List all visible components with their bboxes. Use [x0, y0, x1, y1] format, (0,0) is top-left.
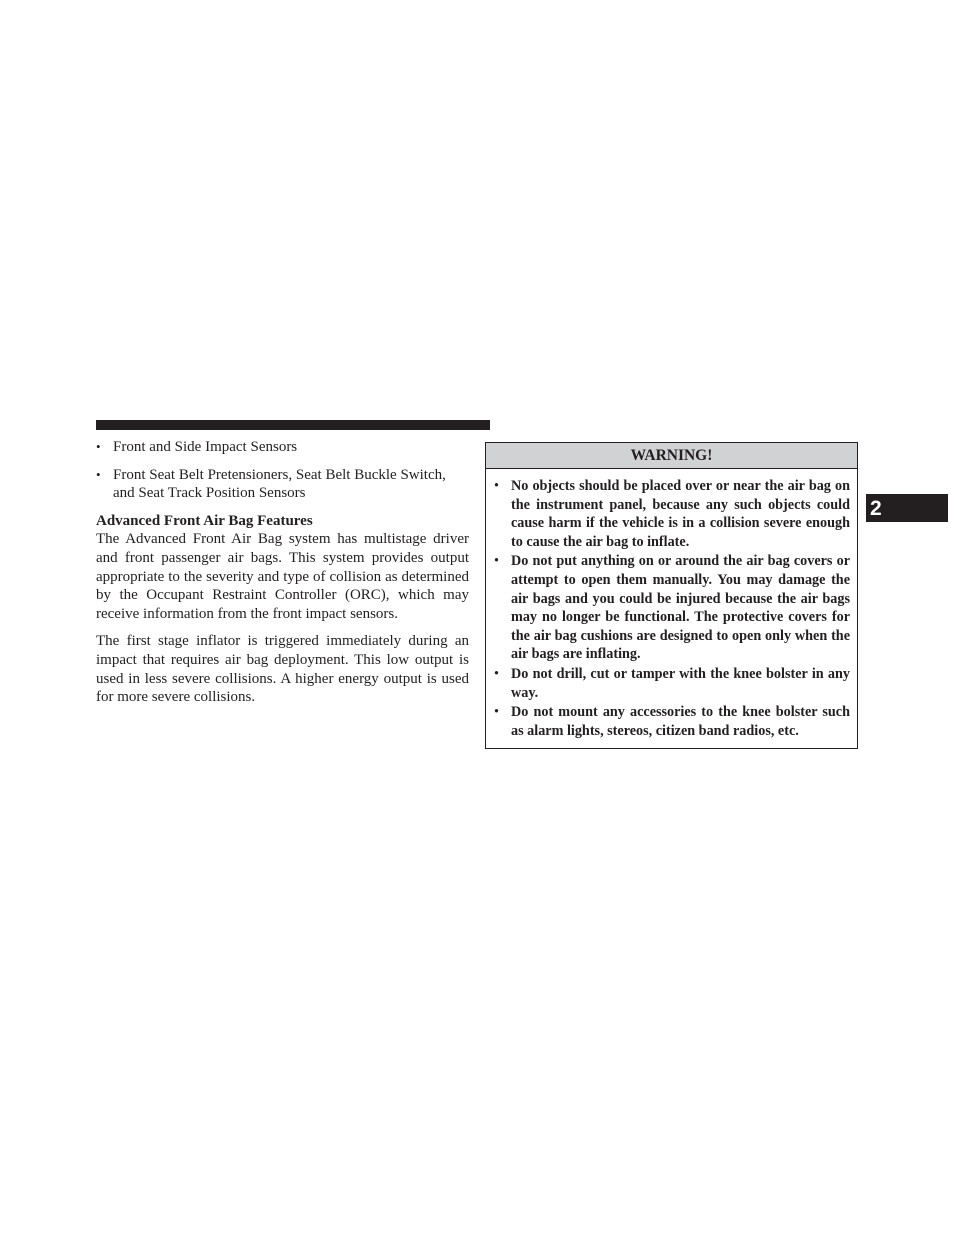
list-item	[96, 438, 469, 457]
bullet-icon: •	[494, 704, 499, 721]
warning-item	[494, 552, 850, 664]
bullet-icon: •	[96, 439, 101, 454]
body-paragraph: The first stage inflator is triggered immediately during an impact that requires air bag deployment. This low output is used in less severe collisions. A higher energy output is used for more severe collisions.	[96, 633, 469, 706]
bullet-icon: •	[96, 466, 101, 482]
list-item	[96, 466, 469, 503]
sensor-bullet-list	[96, 438, 469, 503]
warning-list	[486, 469, 857, 748]
warning-item-text: No objects should be placed over or near the air bag on the instrument panel, because any such objects could cause harm if the vehicle is in a collision severe enough to cause the air bag to inflate.	[511, 478, 850, 550]
warning-item	[494, 703, 850, 740]
warning-item-text: Do not mount any accessories to the knee bolster such as alarm lights, stereos, citizen band radios, etc.	[511, 704, 850, 739]
list-item-text: Front Seat Belt Pretensioners, Seat Belt Buckle Switch, and Seat Track Position Sensors	[113, 466, 446, 502]
bullet-icon: •	[494, 553, 499, 570]
warning-item	[494, 665, 850, 702]
body-text-column	[96, 438, 469, 716]
list-item-text: Front and Side Impact Sensors	[113, 439, 298, 455]
warning-box	[485, 442, 858, 749]
warning-item-text: Do not drill, cut or tamper with the knee bolster in any way.	[511, 665, 850, 701]
bullet-icon: •	[494, 478, 499, 494]
warning-item	[494, 477, 850, 551]
section-top-rule	[96, 420, 490, 430]
chapter-tab: 2	[866, 494, 948, 522]
section-heading: Advanced Front Air Bag Features	[96, 512, 313, 529]
warning-item-text: Do not put anything on or around the air bag covers or attempt to open them manually. You may damage the air bags and you could be injured because the air bags may no longer be functional. The protective covers for the air bag cushions are designed to open only when the air bags are inflating.	[511, 553, 850, 663]
warning-title: WARNING!	[486, 443, 857, 469]
bullet-icon: •	[494, 665, 499, 682]
body-paragraph: The Advanced Front Air Bag system has multistage driver and front passenger air bags. This system provides output appropriate to the severity and type of collision as determined by the Occupant Restraint Controller (ORC), which may receive information from the front impact sensors.	[96, 531, 469, 622]
